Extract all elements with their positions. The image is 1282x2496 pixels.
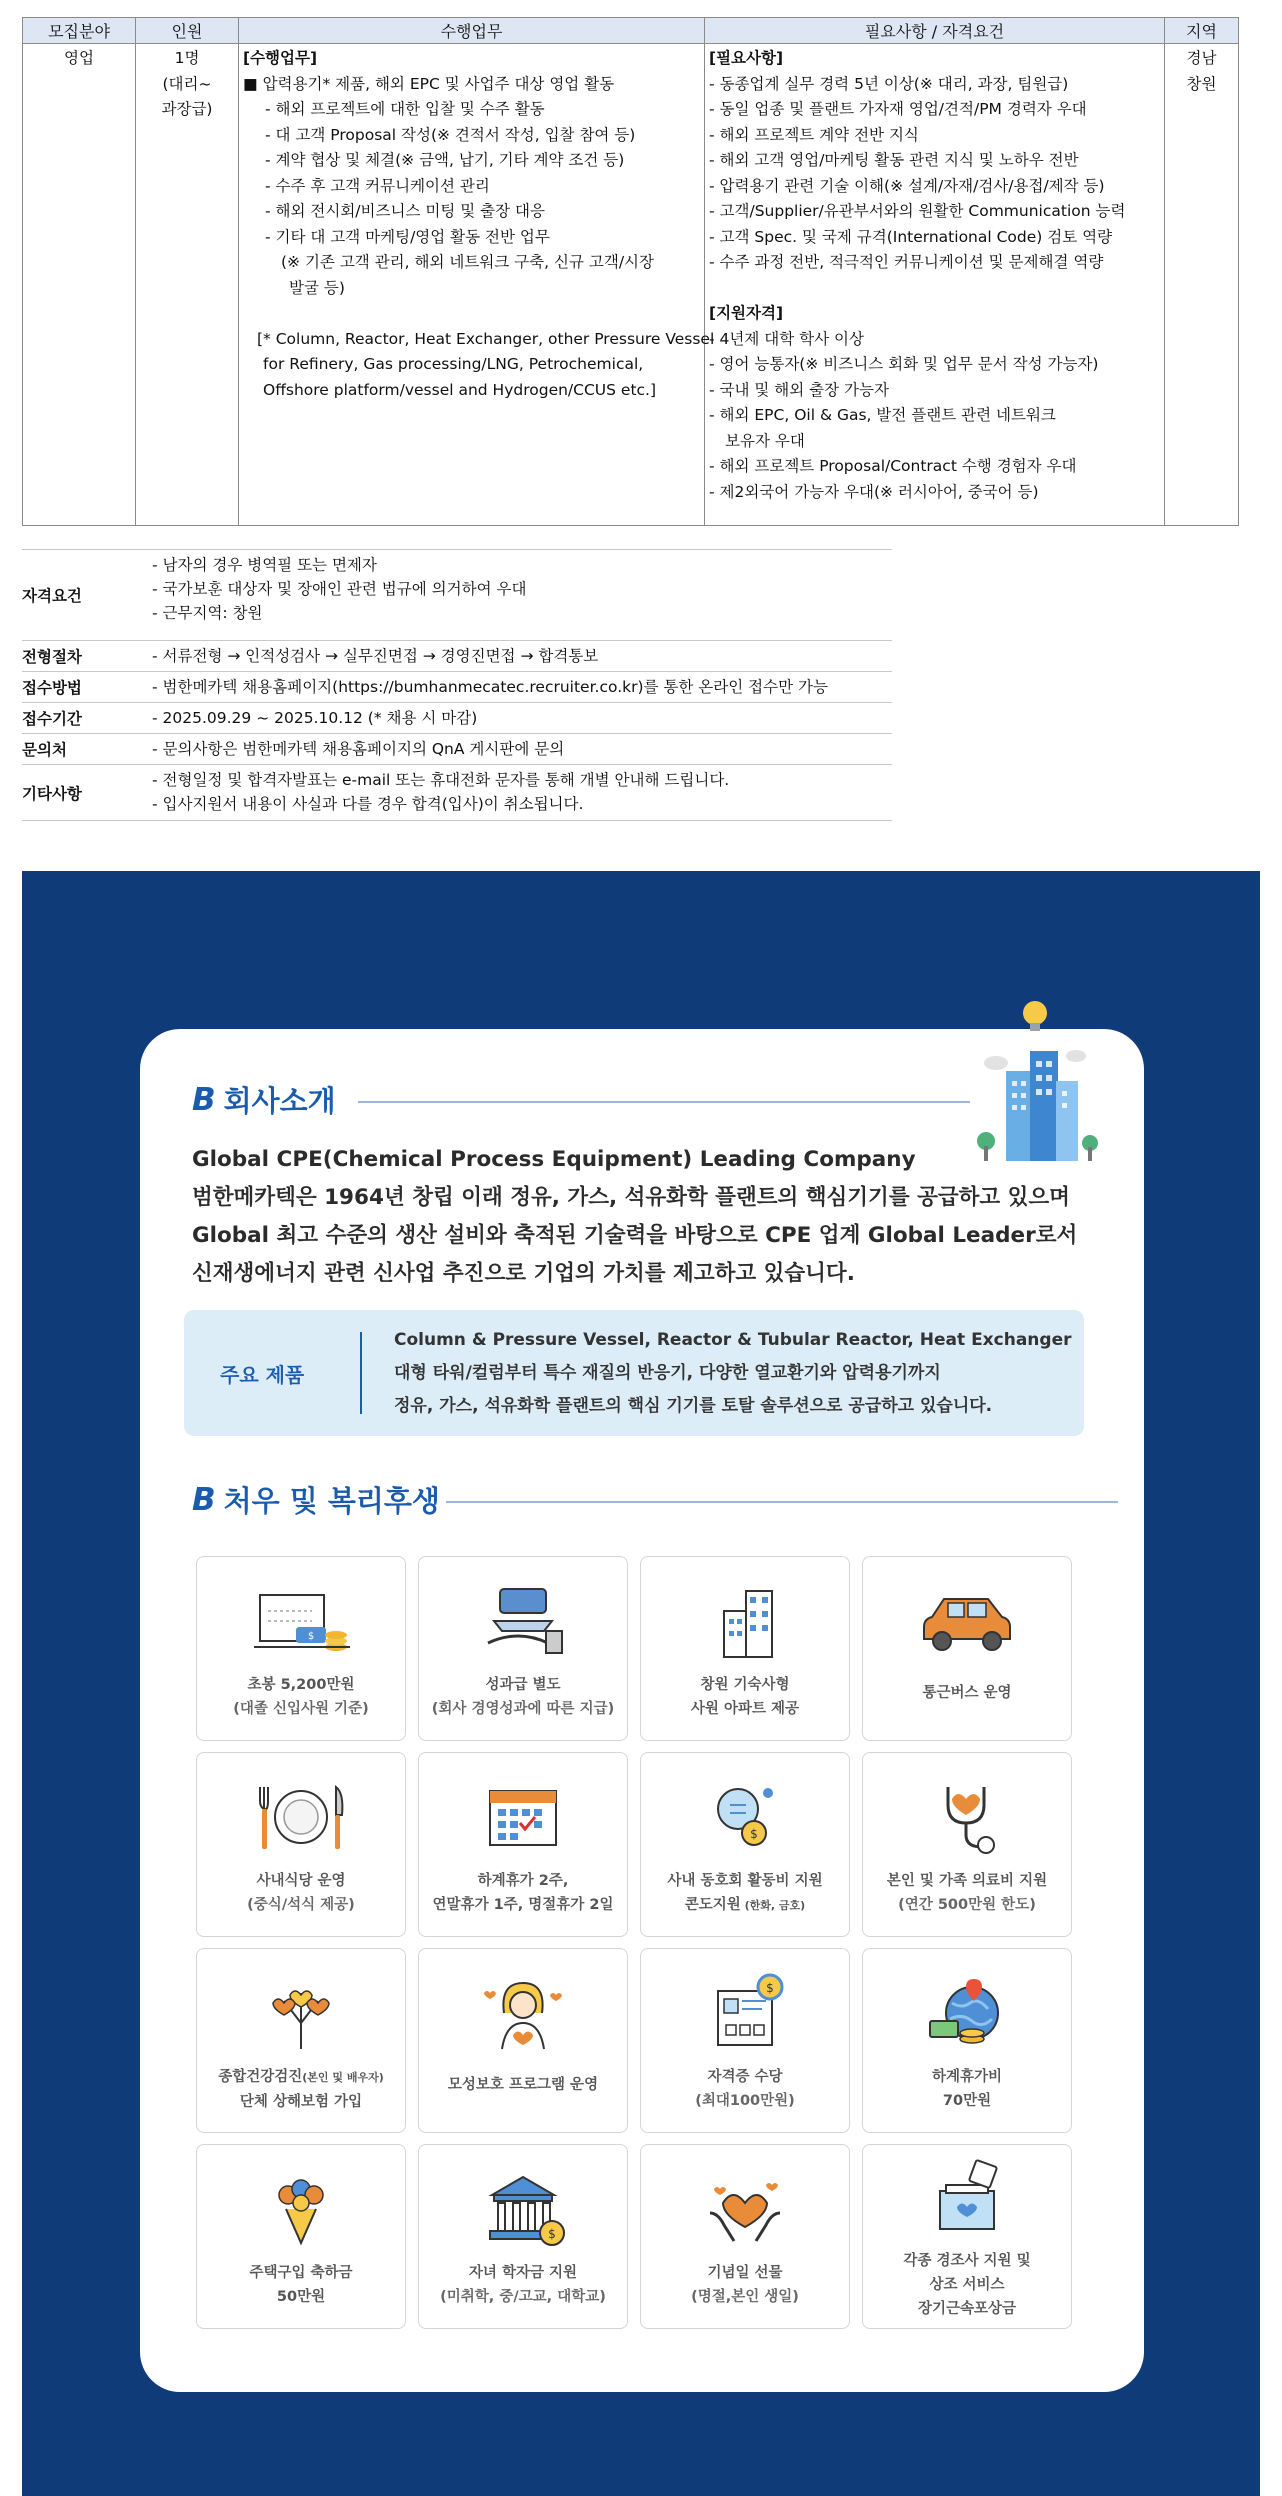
req-value: [152, 703, 892, 733]
duties-item: - 해외 전시회/비즈니스 미팅 및 출장 대응: [265, 202, 545, 220]
benefit-title: 창원 기숙사형: [700, 1677, 790, 1693]
req-line: - 서류전형 → 인적성검사 → 실무진면접 → 경영진면접 → 합격통보: [152, 647, 599, 665]
cell-duties: [239, 44, 715, 526]
salary-icon: [246, 1581, 356, 1661]
benefit-detail: (명절,본인 생일): [691, 2289, 799, 2305]
dining-icon: [246, 1777, 356, 1857]
company-title-text: 회사소개: [223, 1084, 336, 1118]
req-label: 기타사항: [22, 784, 82, 803]
qualifications-item: - 4년제 대학 학사 이상: [709, 329, 864, 348]
benefit-detail: (최대100만원): [695, 2093, 795, 2109]
benefit-detail-small: (한화, 금호): [740, 1899, 806, 1912]
qualifications-item: - 해외 프로젝트 Proposal/Contract 수행 경험자 우대: [709, 457, 1077, 475]
field-value: 영업: [64, 49, 94, 67]
job-table: [22, 17, 1239, 526]
benefit-title: 사내식당 운영: [256, 1873, 346, 1889]
requirements-item: - 고객 Spec. 및 국제 규격(International Code) 검토 역량: [709, 227, 1113, 246]
duties-item: - 수주 후 고객 커뮤니케이션 관리: [265, 176, 490, 195]
housing-gift-icon: [246, 2169, 356, 2249]
benefit-title: 모성보호 프로그램 운영: [447, 2077, 599, 2093]
vacation-money-icon: [912, 1973, 1022, 2053]
req-row-etc: [22, 765, 892, 821]
region-line: 경남: [1186, 49, 1217, 67]
duties-item: - 해외 프로젝트에 대한 입찰 및 수주 활동: [265, 100, 545, 118]
table-header-row: [23, 18, 1239, 44]
benefit-detail: 콘도지원: [684, 1897, 741, 1913]
requirements-item: - 동종업계 실무 경력 5년 이상(※ 대리, 과장, 팀원급): [709, 74, 1069, 93]
benefit-title: 하계휴가비: [931, 2069, 1003, 2085]
benefit-detail: 단체 상해보험 가입: [239, 2094, 363, 2110]
intro-line: 신재생에너지 관련 신사업 추진으로 기업의 가치를 제고하고 있습니다.: [192, 1261, 855, 1286]
benefit-detail: 연말휴가 1주, 명절휴가 2일: [432, 1897, 614, 1913]
condolence-icon: [912, 2159, 1022, 2239]
qualifications-item: - 해외 EPC, Oil & Gas, 발전 플랜트 관련 네트워크: [709, 406, 1056, 424]
benefit-tile: [862, 1556, 1072, 1741]
header-headcount: 인원: [136, 18, 239, 44]
req-label: 접수기간: [22, 710, 82, 728]
benefit-title: 기념일 선물: [707, 2265, 783, 2281]
benefit-tile: [196, 2144, 406, 2329]
header-requirements: 필요사항 / 자격요건: [705, 18, 1165, 44]
benefit-title: 통근버스 운영: [922, 1685, 1012, 1701]
duties-title: [수행업무]: [243, 49, 318, 67]
svg-text:$: $: [307, 1631, 315, 1642]
header-field: 모집분야: [23, 18, 136, 44]
req-value: [152, 734, 892, 764]
benefit-title: 종합건강검진: [218, 2069, 303, 2085]
duties-sub: (※ 기존 고객 관리, 해외 네트워크 구축, 신규 고객/시장: [281, 253, 654, 271]
req-label: 전형절차: [22, 648, 82, 666]
benefit-title: 본인 및 가족 의료비 지원: [886, 1873, 1048, 1889]
benefits-section-title: [192, 1479, 440, 1520]
svg-text:$: $: [548, 2227, 556, 2241]
benefit-tile: [640, 2144, 850, 2329]
benefit-title: 사내 동호회 활동비 지원: [667, 1873, 823, 1889]
products-box: [184, 1310, 1084, 1436]
benefit-detail: 50만원: [276, 2289, 326, 2305]
intro-line: Global 최고 수준의 생산 설비와 축적된 기술력을 바탕으로 CPE 업계 Global Leader로서: [192, 1223, 1078, 1248]
requirements-item: - 해외 프로젝트 계약 전반 지식: [709, 125, 919, 144]
benefit-tile: [862, 2144, 1072, 2329]
apartment-icon: [690, 1581, 800, 1661]
benefit-detail: 70만원: [942, 2093, 992, 2109]
company-title-divider: [358, 1101, 970, 1103]
duties-sub: 발굴 등): [289, 278, 345, 297]
benefit-title: 성과급 별도: [485, 1677, 561, 1693]
benefit-detail: (중식/석식 제공): [247, 1897, 355, 1913]
benefit-detail: (연간 500만원 한도): [898, 1897, 1036, 1913]
req-line: - 문의사항은 범한메카텍 채용홈페이지의 QnA 게시판에 문의: [152, 740, 565, 758]
qualifications-item: - 국내 및 해외 출장 가능자: [709, 380, 889, 399]
qualifications-item: - 제2외국어 가능자 우대(※ 러시아어, 중국어 등): [709, 482, 1039, 501]
requirements-title: [필요사항]: [709, 49, 784, 67]
req-line: - 범한메카텍 채용홈페이지(https://bumhanmecatec.recruiter.co.kr)를 통한 온라인 접수만 가능: [152, 678, 828, 696]
header-duties: 수행업무: [239, 18, 705, 44]
table-row: [23, 44, 1239, 526]
requirements-item: - 동일 업종 및 플랜트 가자재 영업/견적/PM 경력자 우대: [709, 100, 1087, 118]
intro-line: Global CPE(Chemical Process Equipment) Leading Company: [192, 1147, 916, 1172]
products-text: [394, 1324, 1072, 1423]
req-row-qualification: [22, 549, 892, 641]
qualifications-item-cont: 보유자 우대: [725, 431, 805, 450]
benefit-title: 주택구입 축하금: [249, 2265, 353, 2281]
products-line: Column & Pressure Vessel, Reactor & Tubular Reactor, Heat Exchanger: [394, 1330, 1072, 1350]
maternity-icon: [468, 1973, 578, 2053]
benefit-detail: (회사 경영성과에 따른 지급): [431, 1701, 615, 1717]
qualifications-item: - 영어 능통자(※ 비즈니스 회화 및 업무 문서 작성 가능자): [709, 355, 1099, 373]
benefit-detail: (미취학, 중/고교, 대학교): [440, 2289, 606, 2305]
benefit-title-small: (본인 및 배우자): [302, 2071, 384, 2084]
benefit-tile: [640, 1556, 850, 1741]
benefit-tile: [418, 2144, 628, 2329]
benefit-title: 자격증 수당: [707, 2069, 783, 2085]
bonus-icon: [468, 1581, 578, 1661]
gift-icon: [690, 2169, 800, 2249]
requirements-item: - 해외 고객 영업/마케팅 활동 관련 지식 및 노하우 전반: [709, 151, 1079, 169]
company-section-title: [192, 1079, 336, 1120]
requirements-item: - 수주 과정 전반, 적극적인 커뮤니케이션 및 문제해결 역량: [709, 253, 1104, 271]
req-row-period: [22, 703, 892, 734]
req-value: [152, 550, 892, 640]
benefit-title: 하계휴가 2주,: [477, 1873, 569, 1889]
cell-field: [23, 44, 136, 526]
benefit-detail: 상조 서비스: [929, 2277, 1005, 2293]
header-region: 지역: [1165, 18, 1239, 44]
region-line: 창원: [1186, 74, 1217, 93]
svg-text:$: $: [766, 1981, 774, 1995]
req-line: - 국가보훈 대상자 및 장애인 관련 법규에 의거하여 우대: [152, 580, 527, 598]
req-line: - 2025.09.29 ~ 2025.10.12 (* 채용 시 마감): [152, 709, 478, 727]
duties-main: ■ 압력용기* 제품, 해외 EPC 및 사업주 대상 영업 활동: [243, 74, 615, 93]
req-row-method: [22, 672, 892, 703]
calendar-icon: [468, 1777, 578, 1857]
req-label: 문의처: [22, 741, 67, 759]
company-banner: [22, 871, 1260, 2496]
products-line: 대형 타워/컬럼부터 특수 재질의 반응기, 다양한 열교환기와 압력용기까지: [394, 1363, 941, 1383]
bus-icon: [912, 1581, 1022, 1661]
req-line: - 남자의 경우 병역필 또는 면제자: [152, 556, 377, 574]
certificate-icon: [690, 1973, 800, 2053]
req-label: 접수방법: [22, 679, 82, 697]
benefit-tile: [418, 1556, 628, 1741]
req-row-contact: [22, 734, 892, 765]
duties-item: - 기타 대 고객 마케팅/영업 활동 전반 업무: [265, 227, 550, 246]
headcount-line: 과장급): [161, 100, 213, 118]
benefit-detail: (대졸 신입사원 기준): [233, 1701, 369, 1717]
duties-note: for Refinery, Gas processing/LNG, Petrochemical,: [263, 355, 644, 373]
headcount-line: 1명: [174, 49, 200, 67]
cell-requirements: [705, 44, 1165, 526]
products-label: 주요 제품: [220, 1362, 305, 1387]
health-check-icon: [246, 1973, 356, 2053]
benefit-tile: [862, 1752, 1072, 1937]
benefit-tile: [418, 1752, 628, 1937]
req-line: - 전형일정 및 합격자발표는 e-mail 또는 휴대전화 문자를 통해 개별 안내해 드립니다.: [152, 771, 730, 789]
intro-line: 범한메카텍은 1964년 창립 이래 정유, 가스, 석유화학 플랜트의 핵심기기를 공급하고 있으며: [192, 1185, 1070, 1210]
benefit-tile: [196, 1948, 406, 2133]
duties-item: - 계약 협상 및 체결(※ 금액, 납기, 기타 계약 조건 등): [265, 151, 625, 169]
benefit-tile: [196, 1556, 406, 1741]
duties-note: Offshore platform/vessel and Hydrogen/CCUS etc.]: [263, 380, 657, 399]
req-value: [152, 641, 892, 671]
benefit-tile: [640, 1948, 850, 2133]
medical-icon: [912, 1777, 1022, 1857]
benefits-logo-mark: B: [192, 1481, 216, 1518]
products-line: 정유, 가스, 석유화학 플랜트의 핵심 기기를 토탈 솔루션으로 공급하고 있습니다.: [394, 1396, 993, 1416]
cell-headcount: [136, 44, 239, 526]
requirements-list: [22, 549, 892, 821]
headcount-line: (대리~: [162, 74, 212, 93]
benefit-tile: [862, 1948, 1072, 2133]
svg-text:$: $: [750, 1827, 758, 1841]
benefit-detail: 사원 아파트 제공: [690, 1701, 800, 1717]
benefit-title: 초봉 5,200만원: [247, 1677, 355, 1693]
benefit-title: 각종 경조사 지원 및: [903, 2253, 1031, 2269]
req-label: 자격요건: [22, 587, 82, 605]
req-line: - 입사지원서 내용이 사실과 다를 경우 합격(입사)이 취소됩니다.: [152, 795, 584, 813]
tuition-icon: [468, 2169, 578, 2249]
cell-region: [1165, 44, 1239, 526]
duties-item: - 대 고객 Proposal 작성(※ 견적서 작성, 입찰 참여 등): [265, 125, 636, 144]
benefit-tile: [196, 1752, 406, 1937]
benefit-tile: [418, 1948, 628, 2133]
req-line: - 근무지역: 창원: [152, 604, 263, 622]
company-intro: [192, 1141, 1092, 1293]
qualifications-title: [지원자격]: [709, 304, 784, 322]
club-icon: [690, 1777, 800, 1857]
req-value: [152, 672, 892, 702]
duties-note: [* Column, Reactor, Heat Exchanger, other Pressure Vessel: [257, 329, 715, 348]
company-card: [140, 1029, 1144, 2392]
benefits-title-text: 처우 및 복리후생: [223, 1484, 440, 1518]
req-row-process: [22, 641, 892, 672]
benefit-tile: [640, 1752, 850, 1937]
req-value: [152, 765, 892, 820]
products-divider: [360, 1332, 362, 1414]
benefit-detail: 장기근속포상금: [917, 2301, 1017, 2317]
benefit-title: 자녀 학자금 지원: [468, 2265, 578, 2281]
requirements-item: - 압력용기 관련 기술 이해(※ 설계/자재/검사/용접/제작 등): [709, 176, 1105, 195]
requirements-item: - 고객/Supplier/유관부서와의 원활한 Communication 능력: [709, 202, 1126, 220]
benefits-title-divider: [446, 1501, 1118, 1503]
company-logo-mark: B: [192, 1081, 216, 1118]
